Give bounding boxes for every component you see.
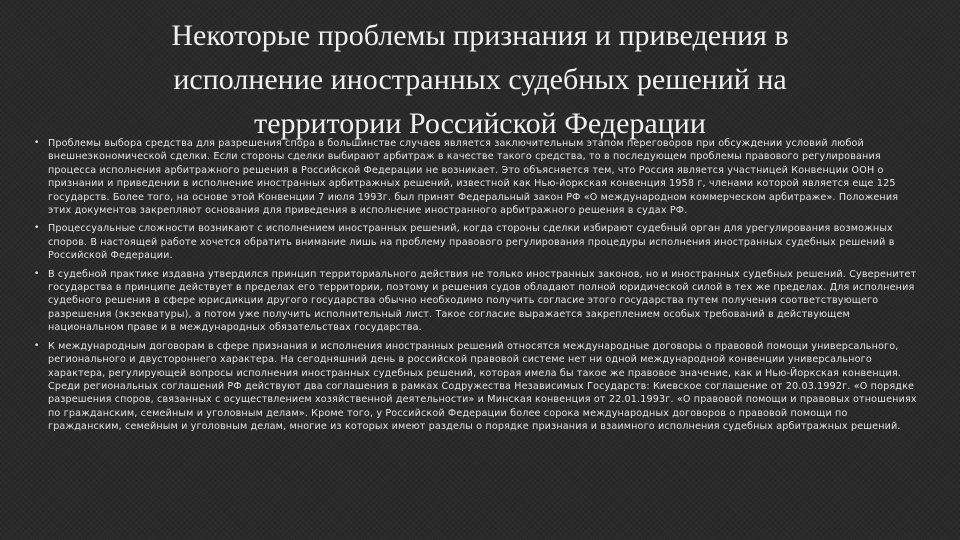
bullet-marker: •: [34, 340, 40, 351]
bullet-text: В судебной практике издавна утвердился принцип территориального действия не только иностранных законов, но и иностранных судебных решений. Суверенитет государства в принципе действует в пределах его территории, поэтому и решения судов обладают полной юридической силой в тех же пределах. Для исполнения судебного решения в сфере юрисдикции другого государства обычно необходимо получить согласие этого государства путем получения соответствующего разрешения (экзекватуры), а потом уже получить исполнительный лист. Такое согласие выражается закреплением особых требований в действующем национальном праве и в международных обязательствах государства.: [48, 268, 917, 334]
slide-body-list: [34, 137, 924, 439]
slide-title: [60, 14, 900, 146]
bullet-item-2: [34, 222, 924, 262]
slide-title-line-2: исполнение иностранных судебных решений на: [173, 63, 787, 96]
bullet-item-4: [34, 340, 924, 434]
bullet-marker: •: [34, 138, 40, 148]
bullet-text: Процессуальные сложности возникают с исполнением иностранных решений, когда стороны сделки избирают судебный орган для урегулирования возможных споров. В настоящей работе хочется обратить внимание лишь на проблему правового регулирования процедуры исполнения иностранных судебных решений в Российской Федерации.: [48, 223, 895, 262]
bullet-text: К международным договорам в сфере признания и исполнения иностранных решений относятся международные договоры о правовой помощи универсального, регионального и двустороннего характера. На сегодняшний день в российской правовой системе нет ни одной международной конвенции универсального характера, регулирующей вопросы исполнения иностранных судебных решений, которая имела бы такое же правовое значение, как и Нью-Йоркская конвенция. Среди региональных соглашений РФ действуют два соглашения в рамках Содружества Независимых Государств: Киевское соглашение от 20.03.1992г. «О порядке разрешения споров, связанных с осуществлением хозяйственной деятельности» и Минская конвенция от 22.01.1993г. «О правовой помощи и правовых отношениях по гражданским, семейным и уголовным делам». Кроме того, у Российской Федерации более сорока международных договоров о правовой помощи по гражданским, семейным и уголовным делам, многие из которых имеют разделы о порядке признания и взаимного исполнения судебных арбитражных решений.: [48, 340, 917, 433]
bullet-text: Проблемы выбора средства для разрешения спора в большинстве случаев является заключительным этапом переговоров при обсуждении условий любой внешнеэкономической сделки. Если стороны сделки выбирают арбитраж в качестве такого средства, то в последующем проблемы правового регулирования процесса исполнения арбитражного решения в Российской Федерации не возникает. Это объясняется тем, что Россия является участницей Конвенции ООН о признании и приведении в исполнение иностранных арбитражных решений, известной как Нью-йоркская конвенция 1958 г, членами которой является еще 125 государств. Более того, на основе этой Конвенции 7 июля 1993г. был принят Федеральный закон РФ «О международном коммерческом арбитраже». Положения этих документов закрепляют основания для приведения в исполнение иностранного арбитражного решения в судах РФ.: [48, 138, 899, 217]
slide-title-line-3: территории Российской Федерации: [254, 107, 706, 140]
slide-title-line-1: Некоторые проблемы признания и приведения в: [171, 19, 789, 52]
bullet-item-1: [34, 137, 924, 217]
bullet-marker: •: [34, 223, 40, 234]
bullet-marker: •: [34, 268, 40, 279]
bullet-item-3: [34, 268, 924, 335]
